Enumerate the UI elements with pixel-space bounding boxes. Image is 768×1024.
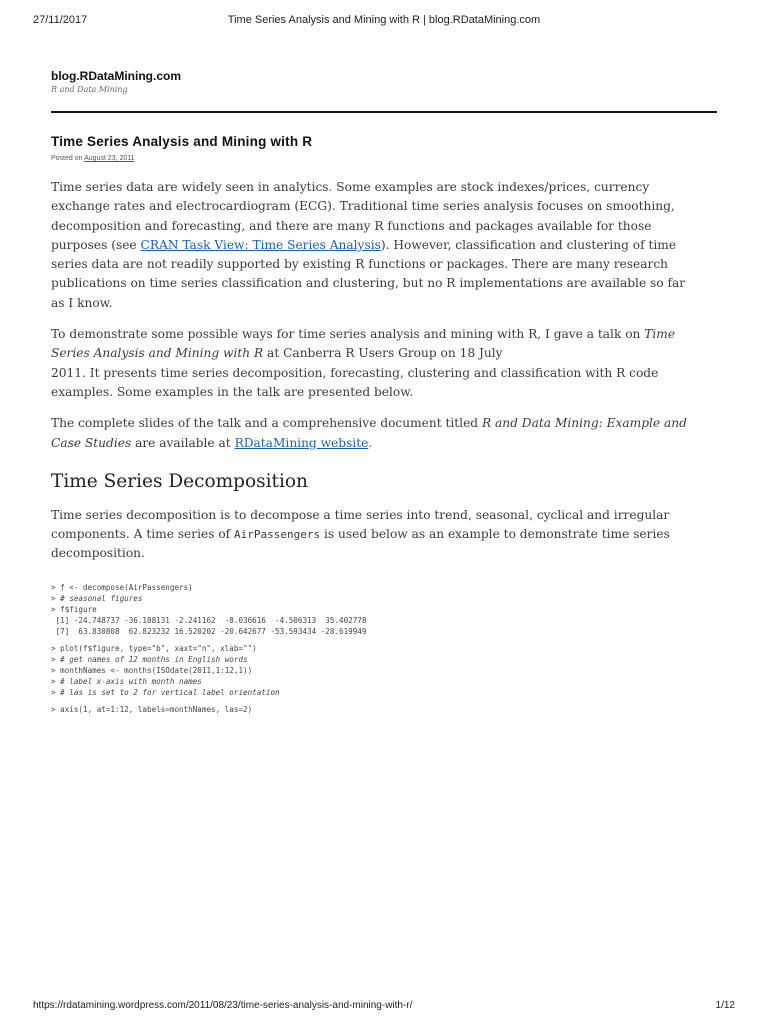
p4-text-a: Time series decomposition is to decompose a time series into trend, seasonal, cyclical and irregular components. A time series of [51,507,670,542]
p4-text-b: is used below as an example to demonstrate time series decomposition. [51,527,670,561]
code-line: > monthNames <- months(ISOdate(2011,1:12,1)) [51,665,253,675]
code-output: [7] 63.830808 62.823232 16.520202 -20.642677 -53.593434 -28.619949 [51,626,367,636]
cran-task-view-link[interactable]: CRAN Task View: Time Series Analysis [140,237,381,252]
post-content [51,178,701,715]
print-url: https://rdatamining.wordpress.com/2011/08/23/time-series-analysis-and-mining-with-r/ [33,1000,413,1011]
print-footer [33,1000,735,1014]
paragraph-slides [51,414,701,453]
p1-text-b: ). However, classification and clustering of time series data are not readily supported by existing R functions or packages. There are many research publications on time series classification and clustering, but no R implementations are available so far as I know. [51,237,686,310]
paragraph-decomposition [51,506,701,564]
p3-text-c: . [368,435,373,450]
code-comment: > # get names of 12 months in English words [51,654,248,664]
code-line: > f <- decompose(AirPassengers) [51,582,193,592]
post-title: Time Series Analysis and Mining with R [51,134,313,149]
code-line: > f$figure [51,604,97,614]
section-heading-decomposition: Time Series Decomposition [51,470,308,492]
post-date-link[interactable]: August 23, 2011 [84,155,135,162]
p2-text-c: 2011. It presents time series decomposition, forecasting, clustering and classification with R code examples. Some examples in the talk are presented below. [51,365,659,399]
p2-text-b: at Canberra R Users Group on 18 July [263,346,503,361]
paragraph-intro [51,178,701,313]
header-divider [51,111,717,113]
code-comment: > # label x-axis with month names [51,676,202,686]
airpassengers-code: AirPassengers [234,528,321,542]
p3-text-b: are available at [131,435,235,450]
rdatamining-website-link[interactable]: RDataMining website [234,435,369,450]
code-comment: > # seasonal figures [51,593,143,603]
p2-text-a: To demonstrate some possible ways for time series analysis and mining with R, I gave a talk on [51,327,645,342]
site-tagline: R and Data Mining [51,85,128,94]
code-comment: > # las is set to 2 for vertical label orientation [51,687,280,697]
print-page-title: Time Series Analysis and Mining with R | blog.RDataMining.com [227,14,541,26]
post-meta [51,155,135,162]
code-output: [1] -24.748737 -36.188131 -2.241162 -8.036616 -4.506313 35.402778 [51,615,367,625]
code-block [51,582,701,715]
page-number: 1/12 [715,1000,735,1011]
p3-text-a: The complete slides of the talk and a comprehensive document titled [51,416,482,431]
print-header [33,14,735,30]
posted-on-label: Posted on [51,155,83,162]
print-date: 27/11/2017 [33,14,88,26]
site-name[interactable]: blog.RDataMining.com [51,69,181,83]
document-title: R and Data Mining: Example and Case Studies [51,416,687,450]
code-line: > axis(1, at=1:12, labels=monthNames, las=2) [51,704,253,714]
paragraph-talk [51,325,701,402]
code-line: > plot(f$figure, type="b", xaxt="n", xlab="") [51,643,257,653]
talk-title: Time Series Analysis and Mining with R [51,327,676,361]
site-header [51,69,181,94]
p1-text-a: Time series data are widely seen in analytics. Some examples are stock indexes/prices, currency exchange rates and electrocardiogram (ECG). Traditional time series analysis focuses on smoothing, decomposition and forecasting, and there are many R functions and packages available for those purposes (see [51,180,675,252]
